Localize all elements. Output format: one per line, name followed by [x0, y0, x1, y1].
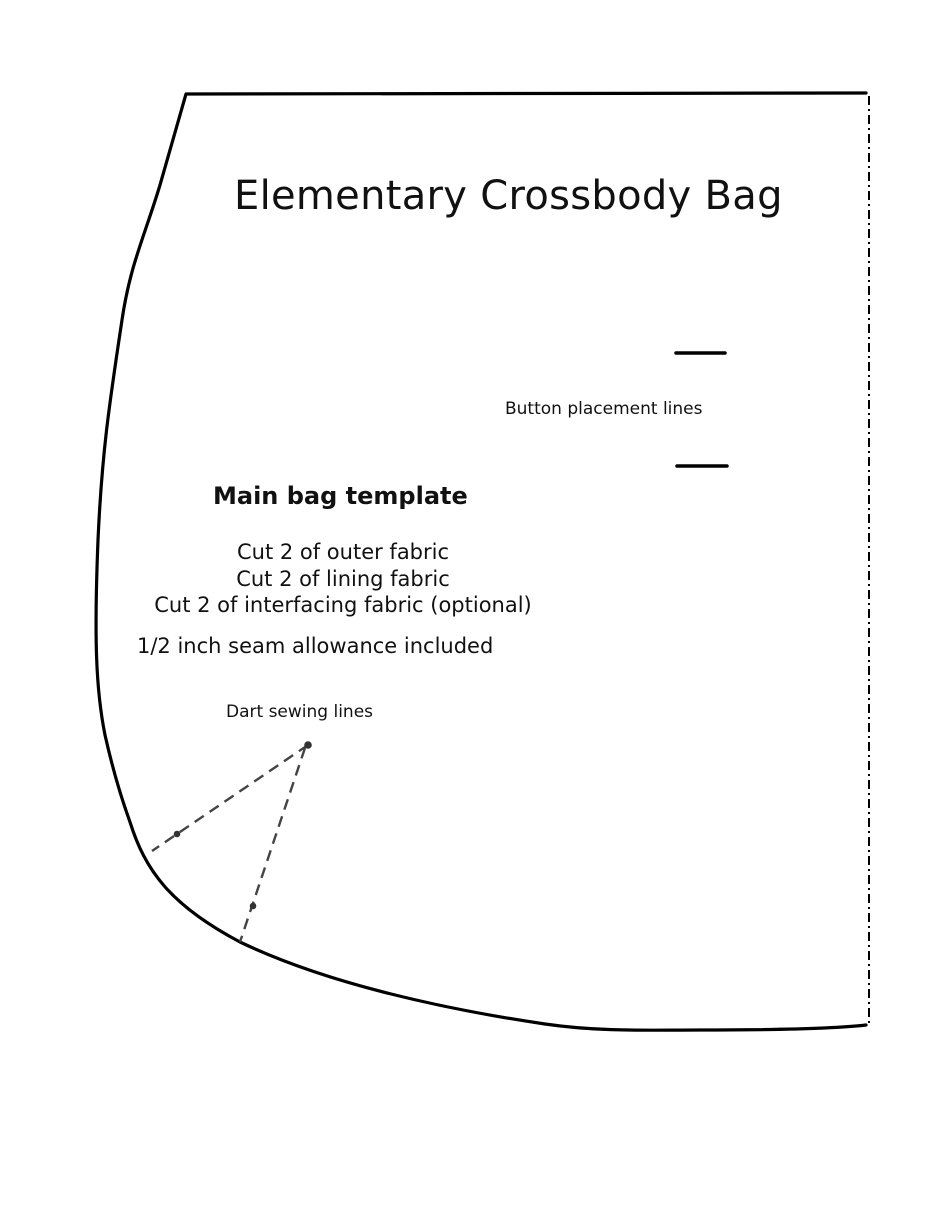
dart-line-right — [240, 748, 305, 942]
template-heading: Main bag template — [213, 482, 468, 510]
cut-instruction-interfacing: Cut 2 of interfacing fabric (optional) — [154, 593, 532, 617]
dart-label: Dart sewing lines — [226, 702, 374, 722]
dart-notch-right — [250, 903, 257, 910]
dart-point — [304, 741, 312, 749]
pattern-title: Elementary Crossbody Bag — [234, 173, 783, 219]
dart-notch-left — [174, 831, 181, 838]
cut-instruction-lining: Cut 2 of lining fabric — [236, 567, 450, 591]
seam-allowance-note: 1/2 inch seam allowance included — [137, 634, 494, 658]
cut-instruction-outer: Cut 2 of outer fabric — [236, 540, 450, 564]
button-placement-label: Button placement lines — [505, 399, 703, 419]
